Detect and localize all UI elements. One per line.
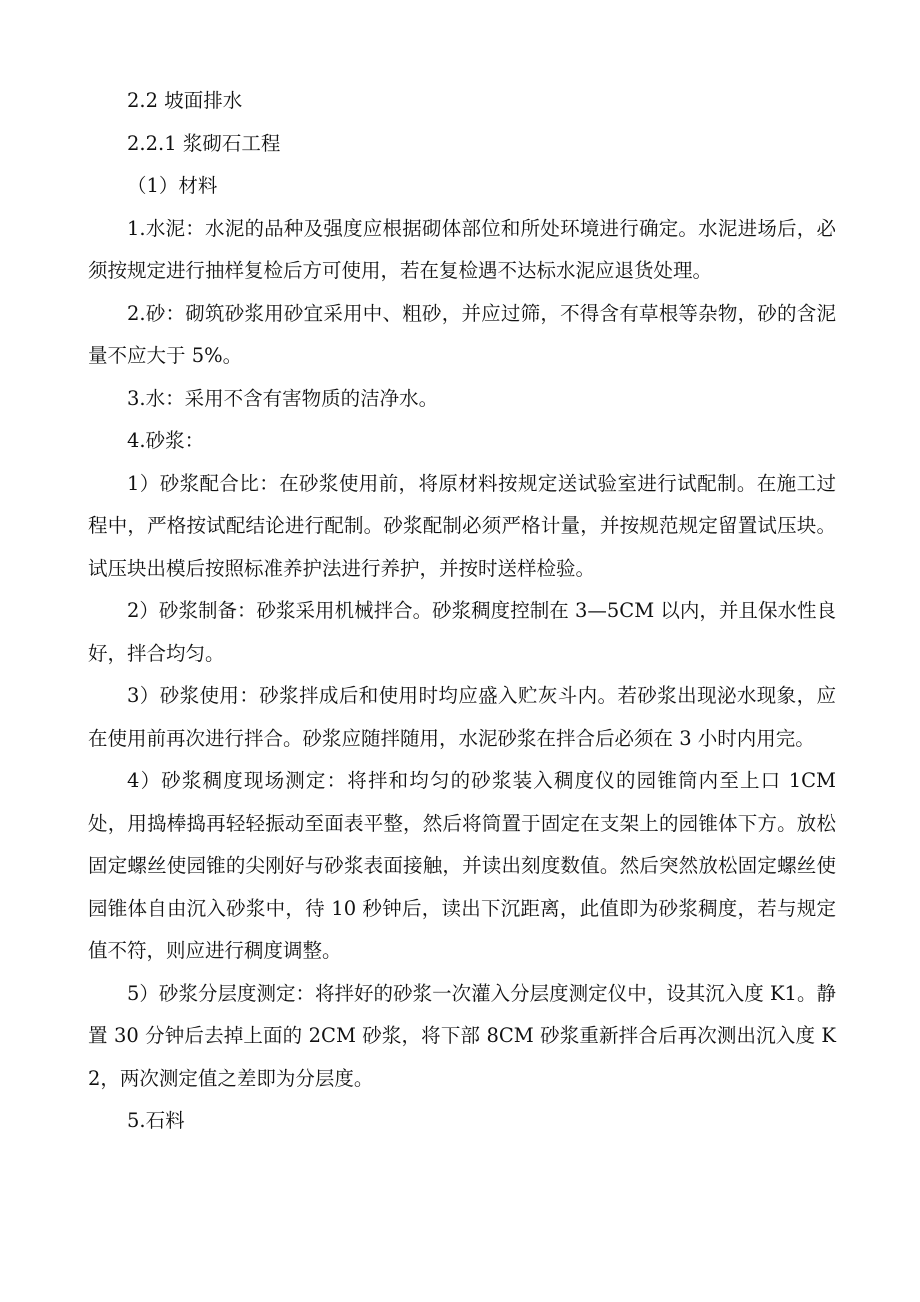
paragraph-mortar-usage: 3）砂浆使用：砂浆拌成后和使用时均应盛入贮灰斗内。若砂浆出现泌水现象，应在使用前再次进行拌合。砂浆应随拌随用，水泥砂浆在拌合后必须在 3 小时内用完。: [88, 684, 836, 750]
paragraph-mortar: 4.砂浆：: [127, 429, 205, 452]
paragraph-cement: 1.水泥：水泥的品种及强度应根据砌体部位和所处环境进行确定。水泥进场后，必须按规定进行抽样复检后方可使用，若在复检遇不达标水泥应退货处理。: [88, 216, 836, 282]
paragraph-mortar-preparation: 2）砂浆制备：砂浆采用机械拌合。砂浆稠度控制在 3—5CM 以内，并且保水性良好，拌合均匀。: [88, 599, 836, 665]
paragraph-consistency-test: 4）砂浆稠度现场测定：将拌和均匀的砂浆装入稠度仪的园锥筒内至上口 1CM 处，用捣棒捣再轻轻振动至面表平整，然后将筒置于固定在支架上的园锥体下方。放松固定螺丝使园锥的尖刚好与砂浆表面接触，并读出刻度数值。然后突然放松固定螺丝使园锥体自由沉入砂浆中，待 10 秒钟后，读出下沉距离，此值即为砂浆稠度，若与规定值不符，则应进行稠度调整。: [88, 769, 836, 962]
section-heading: 2.2 坡面排水: [127, 89, 243, 112]
subsection-heading: 2.2.1 浆砌石工程: [127, 131, 281, 155]
paragraph-sand: 2.砂：砌筑砂浆用砂宜采用中、粗砂，并应过筛，不得含有草根等杂物，砂的含泥量不应大于 5%。: [88, 301, 836, 367]
paragraph-mortar-mix-ratio: 1）砂浆配合比：在砂浆使用前，将原材料按规定送试验室进行试配制。在施工过程中，严格按试配结论进行配制。砂浆配制必须严格计量，并按规范规定留置试压块。试压块出模后按照标准养护法进行养护，并按时送样检验。: [88, 471, 836, 580]
document-body: [88, 80, 836, 1143]
paragraph-stone: 5.石料: [127, 1109, 185, 1132]
paragraph-layering-test: 5）砂浆分层度测定：将拌好的砂浆一次灌入分层度测定仪中，设其沉入度 K1。静置 30 分钟后去掉上面的 2CM 砂浆，将下部 8CM 砂浆重新拌合后再次测出沉入度 K2，两次测定值之差即为分层度。: [88, 981, 836, 1090]
paragraph-water: 3.水：采用不含有害物质的洁净水。: [127, 386, 439, 410]
materials-heading: （1）材料: [127, 174, 218, 197]
